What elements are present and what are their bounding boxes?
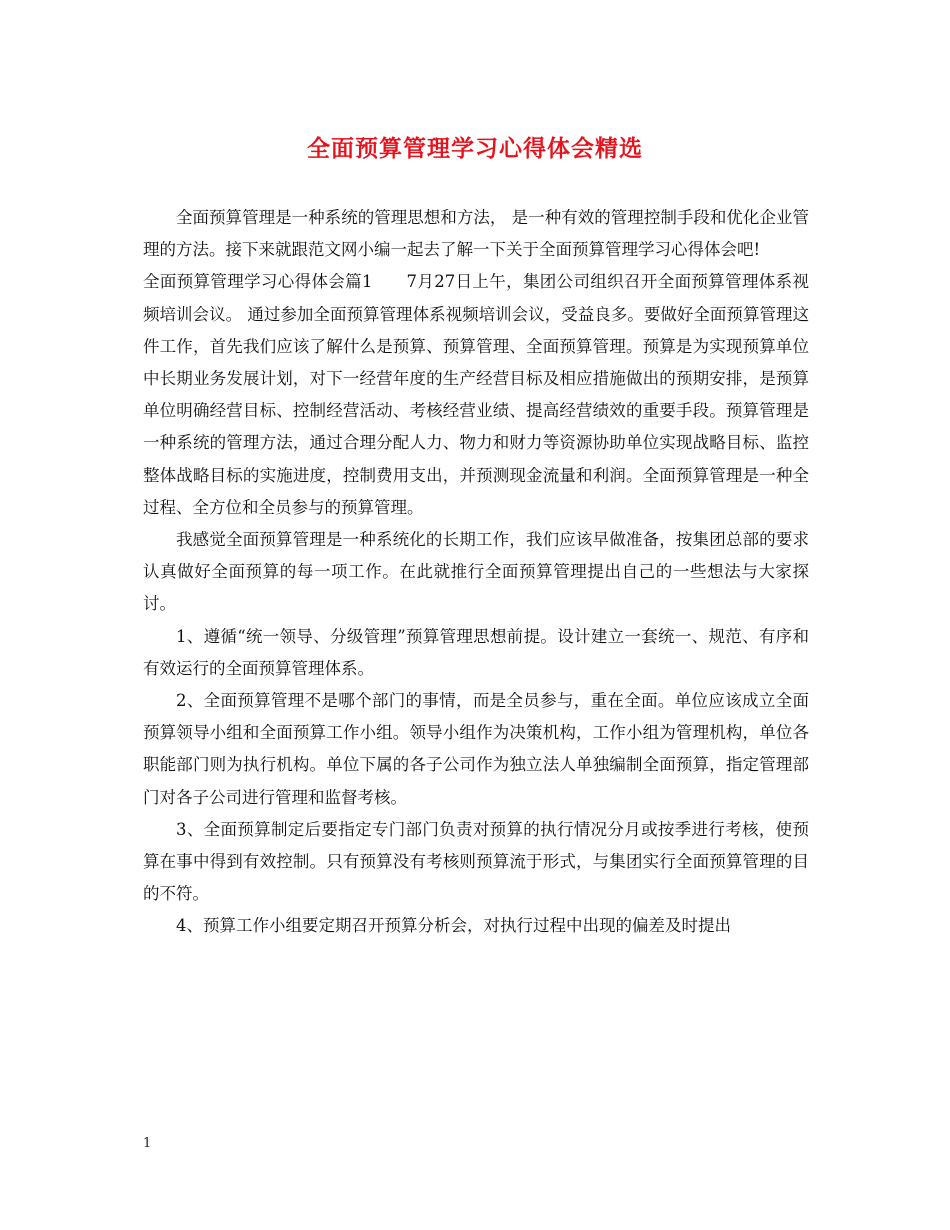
document-title: 全面预算管理学习心得体会精选 bbox=[307, 135, 643, 162]
point-1-paragraph: 1、遵循“统一领导、分级管理”预算管理思想前提。设计建立一套统一、规范、有序和有效运行的全面预算管理体系。 bbox=[143, 626, 809, 678]
document-body bbox=[143, 202, 809, 943]
point-2-paragraph: 2、全面预算管理不是哪个部门的事情，而是全员参与，重在全面。单位应该成立全面预算领导小组和全面预算工作小组。领导小组作为决策机构，工作小组为管理机构，单位各职能部门则为执行机构。单位下属的各子公司作为独立法人单独编制全面预算，指定管理部门对各子公司进行管理和监督考核。 bbox=[143, 691, 809, 807]
article-paragraph-1: 全面预算管理学习心得体会篇1 7月27日上午，集团公司组织召开全面预算管理体系视频培训会议。 通过参加全面预算管理体系视频培训会议，受益良多。要做好全面预算管理这件工作，首先我们应该了解什么是预算、预算管理、全面预算管理。预算是为实现预算单位中长期业务发展计划，对下一经营年度的生产经营目标及相应措施做出的预期安排，是预算单位明确经营目标、控制经营活动、考核经营业绩、提高经营绩效的重要手段。预算管理是一种系统的管理方法，通过合理分配人力、物力和财力等资源协助单位实现战略目标、监控整体战略目标的实施进度，控制费用支出，并预测现金流量和利润。全面预算管理是一种全过程、全方位和全员参与的预算管理。 bbox=[143, 272, 809, 517]
page-number: 1 bbox=[143, 1136, 152, 1151]
point-4-paragraph: 4、预算工作小组要定期召开预算分析会，对执行过程中出现的偏差及时提出 bbox=[176, 916, 731, 936]
opinion-paragraph: 我感觉全面预算管理是一种系统化的长期工作，我们应该早做准备，按集团总部的要求认真做好全面预算的每一项工作。在此就推行全面预算管理提出自己的一些想法与大家探讨。 bbox=[143, 530, 809, 614]
intro-paragraph: 全面预算管理是一种系统的管理思想和方法， 是一种有效的管理控制手段和优化企业管理的方法。接下来就跟范文网小编一起去了解一下关于全面预算管理学习心得体会吧! bbox=[143, 208, 809, 260]
point-3-paragraph: 3、全面预算制定后要指定专门部门负责对预算的执行情况分月或按季进行考核，使预算在事中得到有效控制。只有预算没有考核则预算流于形式，与集团实行全面预算管理的目的不符。 bbox=[143, 819, 809, 904]
